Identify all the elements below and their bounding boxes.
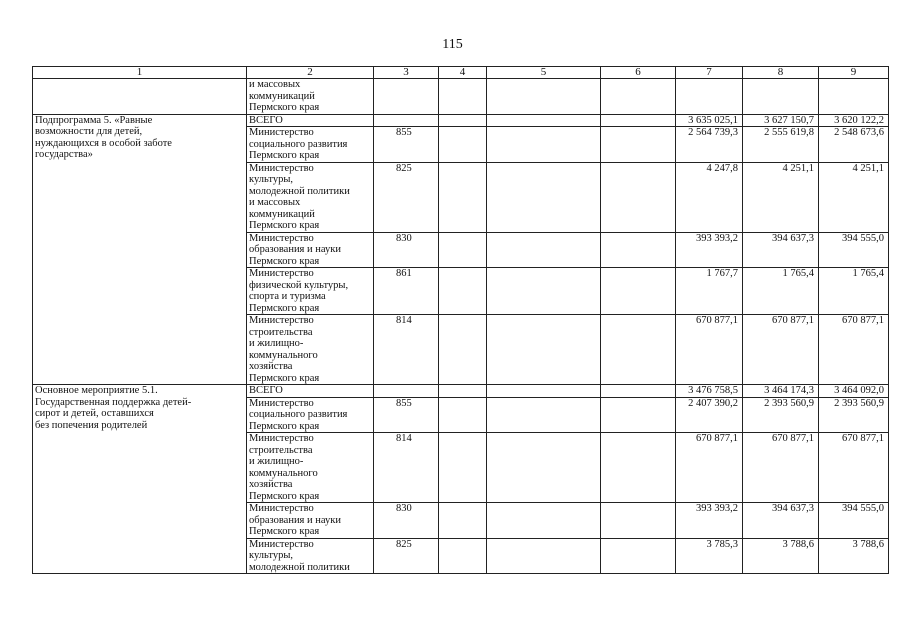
amount-col-9-cell: 1 765,4 [819, 268, 889, 315]
column-4-cell [439, 397, 487, 433]
column-number: 2 [247, 67, 374, 79]
column-number: 6 [601, 67, 676, 79]
amount-col-9-cell: 394 555,0 [819, 503, 889, 539]
executor-text-line: и жилищно- [249, 338, 304, 349]
column-6-cell [601, 232, 676, 268]
executor-text-line: Министерство [249, 232, 314, 244]
amount-col-9-cell: 670 877,1 [819, 315, 889, 385]
budget-code-cell [374, 385, 439, 398]
column-5-cell [487, 268, 601, 315]
column-number: 5 [487, 67, 601, 79]
executor-text-line: Министерство [249, 315, 314, 326]
executor-text-line: культуры, [249, 550, 293, 561]
column-5-cell [487, 127, 601, 163]
executor-text-line: Министерство [249, 127, 314, 138]
column-5-cell [487, 385, 601, 398]
executor-text-line: социального развития [249, 409, 348, 420]
column-number: 4 [439, 67, 487, 79]
executor-text-line: ВСЕГО [249, 114, 283, 126]
program-cell [33, 79, 247, 115]
executor-text-line: коммунального [249, 467, 318, 479]
amount-col-8-cell: 670 877,1 [743, 315, 819, 385]
table-row [33, 114, 889, 127]
column-4-cell [439, 268, 487, 315]
column-4-cell [439, 114, 487, 127]
executor-cell [247, 397, 374, 433]
amount-col-7-cell: 670 877,1 [676, 433, 743, 503]
column-number: 3 [374, 67, 439, 79]
amount-col-9-cell: 3 788,6 [819, 538, 889, 574]
amount-col-9-cell: 3 464 092,0 [819, 385, 889, 398]
column-6-cell [601, 79, 676, 115]
amount-col-8-cell: 394 637,3 [743, 503, 819, 539]
executor-text-line: ВСЕГО [249, 385, 283, 396]
budget-code-cell [374, 114, 439, 127]
amount-col-7-cell: 670 877,1 [676, 315, 743, 385]
executor-text-line: и жилищно- [249, 456, 304, 467]
column-6-cell [601, 268, 676, 315]
executor-text-line: Министерство [249, 433, 314, 444]
program-text-line: без попечения родителей [35, 419, 148, 431]
amount-col-7-cell: 2 407 390,2 [676, 397, 743, 433]
executor-text-line: коммуникаций [249, 90, 315, 102]
executor-cell [247, 268, 374, 315]
executor-text-line: образования и науки [249, 244, 341, 255]
program-text-line: государства» [35, 149, 93, 160]
executor-text-line: и массовых [249, 197, 301, 208]
amount-col-7-cell: 393 393,2 [676, 232, 743, 268]
executor-text-line: культуры, [249, 174, 293, 185]
column-4-cell [439, 232, 487, 268]
column-4-cell [439, 162, 487, 232]
column-number: 8 [743, 67, 819, 79]
executor-cell [247, 127, 374, 163]
amount-col-8-cell: 4 251,1 [743, 162, 819, 232]
executor-cell [247, 232, 374, 268]
executor-text-line: социального развития [249, 138, 348, 150]
column-6-cell [601, 162, 676, 232]
budget-code-cell: 825 [374, 162, 439, 232]
budget-code-cell: 855 [374, 397, 439, 433]
executor-cell [247, 162, 374, 232]
amount-col-9-cell: 670 877,1 [819, 433, 889, 503]
column-6-cell [601, 127, 676, 163]
column-5-cell [487, 79, 601, 115]
executor-text-line: Пермского края [249, 220, 320, 231]
executor-text-line: Пермского края [249, 255, 320, 267]
column-number-row [33, 67, 889, 79]
column-6-cell [601, 315, 676, 385]
executor-cell [247, 385, 374, 398]
column-number: 9 [819, 67, 889, 79]
amount-col-7-cell: 393 393,2 [676, 503, 743, 539]
budget-code-cell: 814 [374, 315, 439, 385]
amount-col-9-cell: 2 393 560,9 [819, 397, 889, 433]
executor-text-line: хозяйства [249, 479, 293, 490]
column-5-cell [487, 162, 601, 232]
program-text-line: Основное мероприятие 5.1. [35, 385, 158, 396]
amount-col-9-cell: 3 620 122,2 [819, 114, 889, 127]
amount-col-8-cell: 3 627 150,7 [743, 114, 819, 127]
budget-code-cell [374, 79, 439, 115]
budget-code-cell: 830 [374, 503, 439, 539]
column-4-cell [439, 127, 487, 163]
budget-code-cell: 861 [374, 268, 439, 315]
table-row [33, 79, 889, 115]
column-6-cell [601, 503, 676, 539]
amount-col-8-cell: 394 637,3 [743, 232, 819, 268]
executor-text-line: Министерство [249, 538, 314, 550]
amount-col-8-cell: 670 877,1 [743, 433, 819, 503]
amount-col-7-cell: 4 247,8 [676, 162, 743, 232]
executor-text-line: Министерство [249, 268, 314, 279]
executor-text-line: Министерство [249, 503, 314, 514]
column-6-cell [601, 433, 676, 503]
amount-col-8-cell [743, 79, 819, 115]
program-text-line: сирот и детей, оставшихся [35, 408, 154, 419]
table-row [33, 385, 889, 398]
amount-col-7-cell: 2 564 739,3 [676, 127, 743, 163]
amount-col-9-cell [819, 79, 889, 115]
budget-code-cell: 814 [374, 433, 439, 503]
column-5-cell [487, 503, 601, 539]
executor-text-line: молодежной политики [249, 185, 350, 197]
executor-text-line: строительства [249, 326, 313, 338]
executor-text-line: Пермского края [249, 490, 320, 502]
executor-cell [247, 538, 374, 574]
executor-cell [247, 433, 374, 503]
program-text-line: возможности для детей, [35, 126, 143, 137]
column-6-cell [601, 385, 676, 398]
amount-col-8-cell: 3 788,6 [743, 538, 819, 574]
program-cell [33, 114, 247, 385]
budget-table [32, 66, 889, 574]
executor-cell [247, 79, 374, 115]
amount-col-7-cell: 3 635 025,1 [676, 114, 743, 127]
executor-text-line: коммуникаций [249, 208, 315, 220]
column-6-cell [601, 538, 676, 574]
column-4-cell [439, 433, 487, 503]
executor-text-line: Пермского края [249, 420, 320, 432]
amount-col-9-cell: 2 548 673,6 [819, 127, 889, 163]
amount-col-8-cell: 1 765,4 [743, 268, 819, 315]
column-5-cell [487, 433, 601, 503]
executor-text-line: спорта и туризма [249, 291, 326, 302]
executor-text-line: хозяйства [249, 361, 293, 372]
executor-text-line: молодежной политики [249, 561, 350, 573]
budget-code-cell: 855 [374, 127, 439, 163]
amount-col-8-cell: 2 555 619,8 [743, 127, 819, 163]
executor-text-line: строительства [249, 444, 313, 456]
column-4-cell [439, 538, 487, 574]
executor-text-line: Пермского края [249, 302, 320, 314]
column-4-cell [439, 79, 487, 115]
executor-cell [247, 114, 374, 127]
column-5-cell [487, 114, 601, 127]
column-5-cell [487, 397, 601, 433]
executor-text-line: коммунального [249, 349, 318, 361]
executor-cell [247, 503, 374, 539]
column-6-cell [601, 114, 676, 127]
executor-text-line: Пермского края [249, 102, 320, 113]
amount-col-7-cell: 3 785,3 [676, 538, 743, 574]
program-text-line: Подпрограмма 5. «Равные [35, 114, 153, 126]
program-text-line: нуждающихся в особой заботе [35, 137, 172, 149]
executor-cell [247, 315, 374, 385]
amount-col-8-cell: 3 464 174,3 [743, 385, 819, 398]
executor-text-line: и массовых [249, 79, 301, 90]
column-4-cell [439, 503, 487, 539]
amount-col-7-cell [676, 79, 743, 115]
column-4-cell [439, 315, 487, 385]
amount-col-7-cell: 1 767,7 [676, 268, 743, 315]
column-4-cell [439, 385, 487, 398]
program-text-line: Государственная поддержка детей- [35, 396, 192, 408]
column-number: 1 [33, 67, 247, 79]
column-5-cell [487, 538, 601, 574]
amount-col-7-cell: 3 476 758,5 [676, 385, 743, 398]
column-5-cell [487, 315, 601, 385]
amount-col-9-cell: 394 555,0 [819, 232, 889, 268]
executor-text-line: Пермского края [249, 372, 320, 384]
program-cell [33, 385, 247, 574]
executor-text-line: Пермского края [249, 526, 320, 537]
executor-text-line: Пермского края [249, 150, 320, 161]
amount-col-9-cell: 4 251,1 [819, 162, 889, 232]
executor-text-line: Министерство [249, 162, 314, 174]
column-6-cell [601, 397, 676, 433]
budget-code-cell: 825 [374, 538, 439, 574]
amount-col-8-cell: 2 393 560,9 [743, 397, 819, 433]
budget-code-cell: 830 [374, 232, 439, 268]
column-5-cell [487, 232, 601, 268]
executor-text-line: физической культуры, [249, 279, 349, 291]
page-number: 115 [442, 37, 463, 52]
executor-text-line: образования и науки [249, 514, 341, 526]
column-number: 7 [676, 67, 743, 79]
executor-text-line: Министерство [249, 397, 314, 409]
